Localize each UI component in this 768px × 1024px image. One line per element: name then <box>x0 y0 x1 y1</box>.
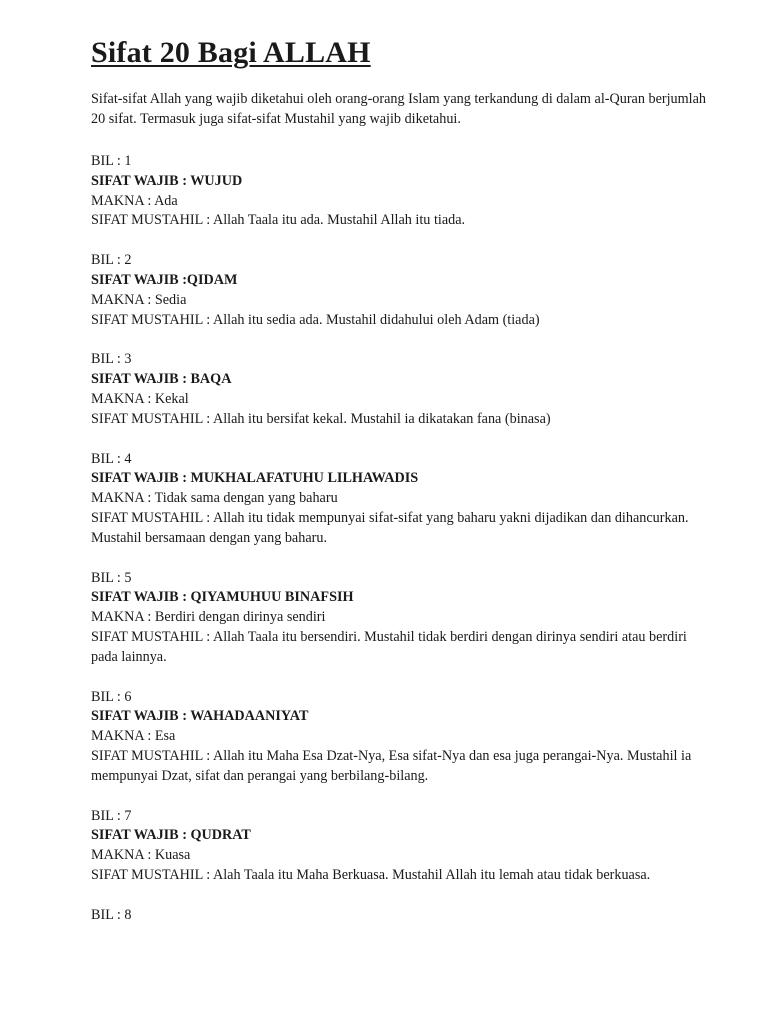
entry-sifat-wajib: SIFAT WAJIB : WUJUD <box>91 172 243 189</box>
entry-bil: BIL : 1 <box>91 153 132 169</box>
document-title: Sifat 20 Bagi ALLAH <box>91 36 371 69</box>
entry-bil: BIL : 2 <box>91 252 132 269</box>
entry-bil: BIL : 8 <box>91 906 132 923</box>
entry-sifat-mustahil: SIFAT MUSTAHIL : Allah itu bersifat kekal. Mustahil ia dikatakan fana (binasa) <box>91 410 551 427</box>
entry-makna: MAKNA : Kekal <box>91 390 189 407</box>
entry-sifat-mustahil: SIFAT MUSTAHIL : Allah itu sedia ada. Mustahil didahului oleh Adam (tiada) <box>91 311 540 328</box>
entry-makna: MAKNA : Sedia <box>91 291 187 308</box>
intro-paragraph: Sifat-sifat Allah yang wajib diketahui oleh orang-orang Islam yang terkandung di dalam al-Quran berjumlah 20 sifat. Termasuk juga sifat-sifat Mustahil yang wajib diketahui. <box>91 91 707 127</box>
entry-bil: BIL : 5 <box>91 569 132 586</box>
entry-makna: MAKNA : Esa <box>91 728 176 745</box>
sifat-entry-8 <box>91 906 708 926</box>
sifat-entry-2 <box>91 251 708 330</box>
entry-bil: BIL : 3 <box>91 351 132 368</box>
entry-bil: BIL : 6 <box>91 688 132 705</box>
sifat-entry-4 <box>91 450 708 549</box>
entry-sifat-wajib: SIFAT WAJIB : WAHADAANIYAT <box>91 708 309 725</box>
entry-sifat-mustahil: SIFAT MUSTAHIL : Allah Taala itu ada. Mustahil Allah itu tiada. <box>91 212 466 229</box>
entry-sifat-mustahil: SIFAT MUSTAHIL : Allah Taala itu bersendiri. Mustahil tidak berdiri dengan dirinya sendiri atau berdiri pada lainnya. <box>91 628 687 665</box>
entry-makna: MAKNA : Tidak sama dengan yang baharu <box>91 490 338 507</box>
sifat-entry-3 <box>91 350 708 429</box>
entry-makna: MAKNA : Berdiri dengan dirinya sendiri <box>91 609 326 626</box>
sifat-entry-5 <box>91 569 708 668</box>
entry-sifat-wajib: SIFAT WAJIB : QIYAMUHUU BINAFSIH <box>91 589 354 606</box>
entry-sifat-mustahil: SIFAT MUSTAHIL : Allah itu Maha Esa Dzat-Nya, Esa sifat-Nya dan esa juga perangai-Nya. Mustahil ia mempunyai Dzat, sifat dan perangai yang berbilang-bilang. <box>91 747 692 784</box>
entry-sifat-wajib: SIFAT WAJIB :QIDAM <box>91 271 238 288</box>
sifat-entry-6 <box>91 688 708 787</box>
sifat-entry-1 <box>91 152 708 231</box>
entry-sifat-mustahil: SIFAT MUSTAHIL : Allah itu tidak mempunyai sifat-sifat yang baharu yakni dijadikan dan dihancurkan. Mustahil bersamaan dengan yang baharu. <box>91 509 689 546</box>
entry-makna: MAKNA : Ada <box>91 192 178 209</box>
entry-sifat-wajib: SIFAT WAJIB : MUKHALAFATUHU LILHAWADIS <box>91 470 419 487</box>
entry-bil: BIL : 7 <box>91 807 132 824</box>
entry-sifat-mustahil: SIFAT MUSTAHIL : Alah Taala itu Maha Berkuasa. Mustahil Allah itu lemah atau tidak berkuasa. <box>91 866 651 883</box>
entry-makna: MAKNA : Kuasa <box>91 847 191 864</box>
entry-sifat-wajib: SIFAT WAJIB : QUDRAT <box>91 827 251 844</box>
sifat-entry-7 <box>91 807 708 886</box>
entry-bil: BIL : 4 <box>91 450 132 467</box>
entry-sifat-wajib: SIFAT WAJIB : BAQA <box>91 371 232 388</box>
